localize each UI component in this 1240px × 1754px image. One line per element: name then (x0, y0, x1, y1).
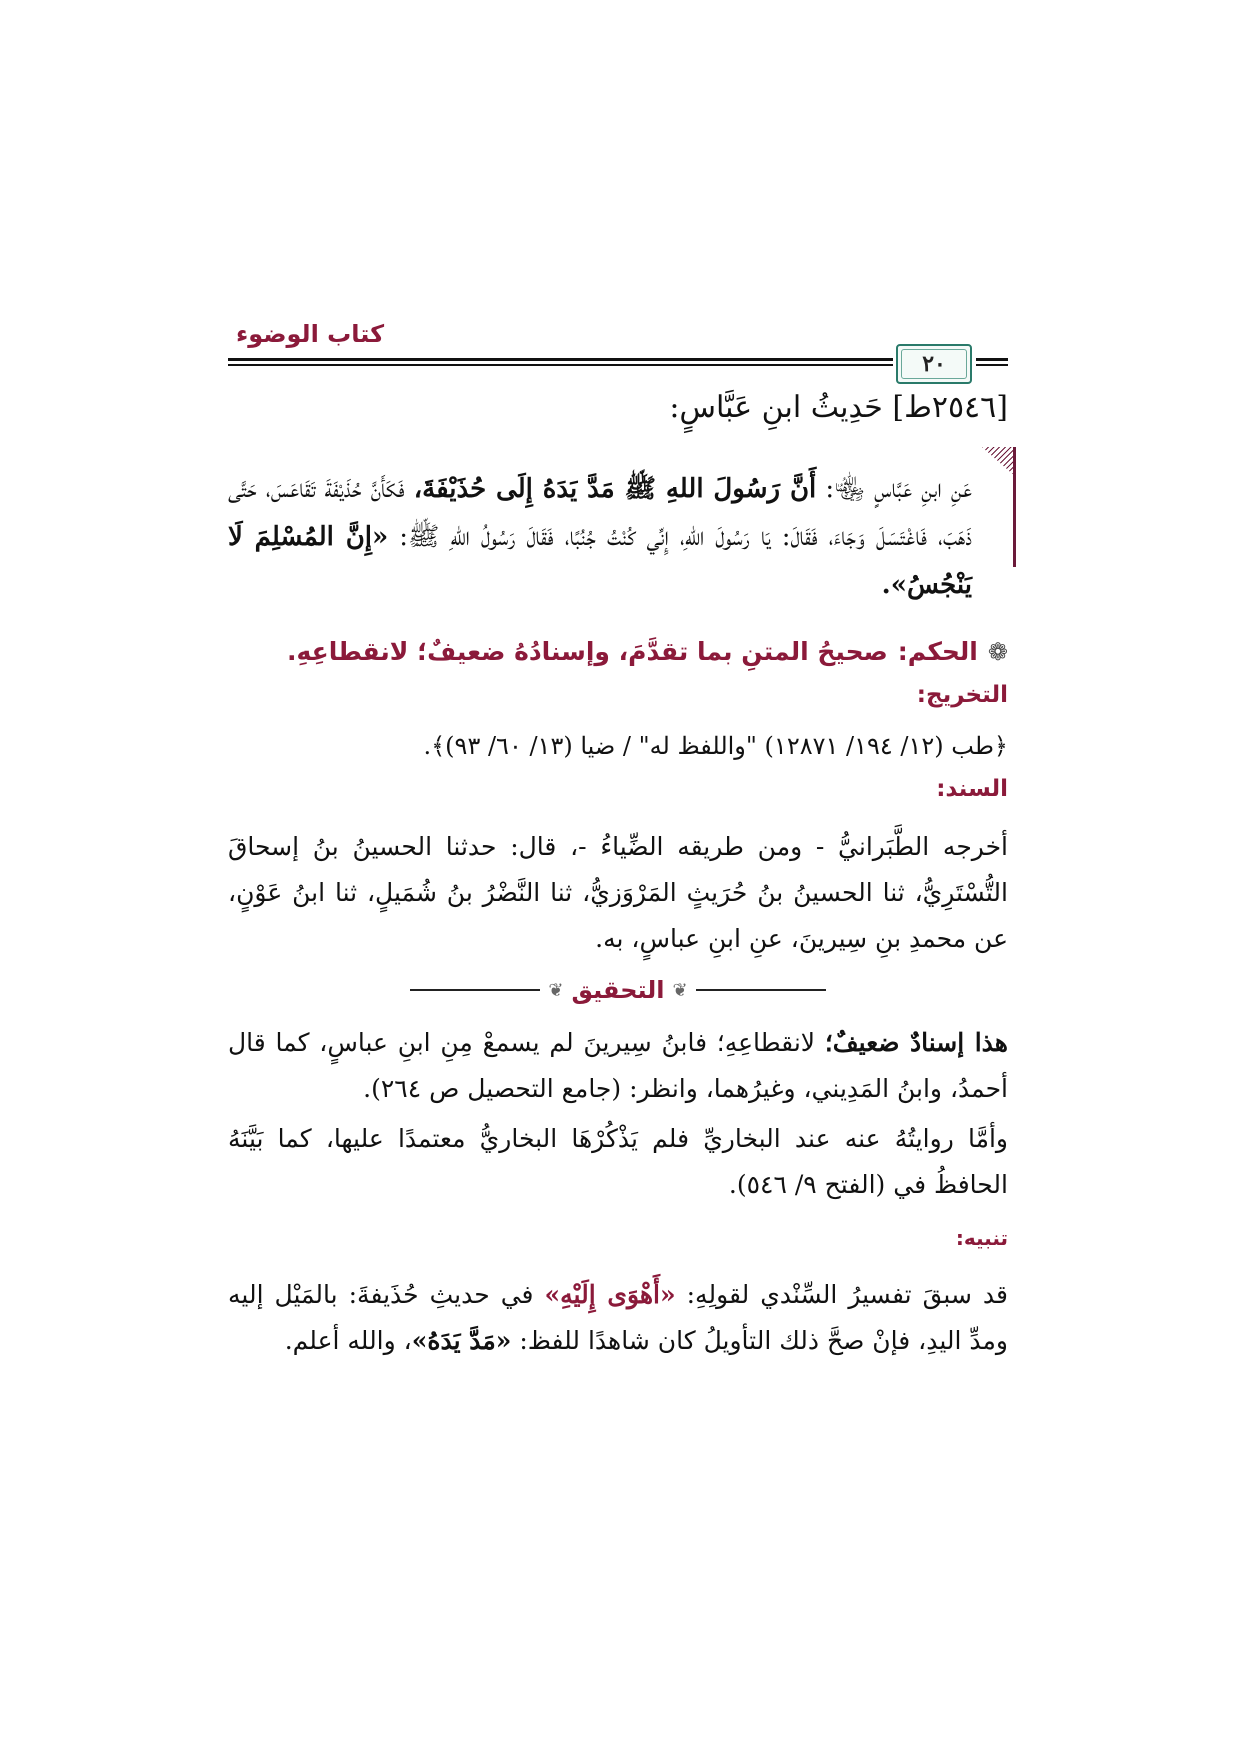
takhrij-label: التخريج: (916, 682, 1008, 708)
header-rule (228, 358, 893, 361)
header-rule-right (976, 358, 1008, 361)
tahqiq-paragraph-1 (228, 1020, 1008, 1112)
ruling-text: صحيحُ المتنِ بما تقدَّمَ، وإسنادُهُ ضعيفٌ؛ لانقطاعِهِ. (286, 637, 888, 666)
ruling-label: الحكم: (897, 637, 978, 666)
note-quote-2: «مَدَّ يَدَهُ» (411, 1326, 512, 1355)
hadith-title-text: حَدِيثُ ابنِ عَبَّاسٍ: (669, 390, 883, 425)
hadith-title (228, 390, 1008, 425)
header-rule-thin (228, 364, 893, 366)
matn-rest: فَكَأَنَّ حُذَيْفَةَ تَقَاعَسَ، حَتَّى ذَهَبَ، فَاغْتَسَلَ وَجَاءَ، فَقَالَ: يَا رَسُولَ اللهِ، إِنِّي كُنْتُ جُنُبًا، فَقَالَ رَسُولُ اللهِ ﷺ: (228, 474, 972, 552)
tahqiq-label: التحقيق (571, 976, 665, 1004)
hadith-number: [٢٥٤٦ط] (892, 390, 1008, 425)
matn-bold-2: «إِنَّ المُسْلِمَ لَا يَنْجُسُ». (228, 522, 972, 600)
corner-ornament-icon (979, 447, 1016, 567)
book-page (228, 320, 1008, 1364)
matn-intro: عَنِ ابنِ عَبَّاسٍ ﵄: (825, 474, 973, 504)
note-text (228, 1272, 1008, 1364)
takhrij-text: ﴿طب (١٢/ ١٩٤/ ١٢٨٧١) "واللفظ له" / ضيا (١٣/ ٦٠/ ٩٣)﴾. (423, 732, 1008, 760)
page-header (228, 320, 1008, 376)
sanad-label: السند: (936, 776, 1008, 802)
sanad-text: أخرجه الطَّبَرانيُّ - ومن طريقه الضِّياءُ -، قال: حدثنا الحسينُ بنُ إسحاقَ التُّسْتَرِيُّ، ثنا الحسينُ بنُ حُرَيثٍ المَرْوَزيُّ، ثنا النَّضْرُ بنُ شُمَيلٍ، ثنا ابنُ عَوْنٍ، عن محمدِ بنِ سِيرينَ، عنِ ابنِ عباسٍ، به. (228, 832, 1008, 953)
tahqiq-paragraph-2: وأمَّا روايتُهُ عنه عند البخاريِّ فلم يَذْكُرْهَا البخاريُّ معتمدًا عليها، كما بَيَّنَهُ الحافظُ في (الفتح ٩/ ٥٤٦). (228, 1124, 1008, 1199)
flower-icon: ❁ (987, 637, 1008, 666)
matn-box (228, 447, 1008, 623)
header-rule-right-thin (976, 364, 1008, 366)
tahqiq-p1-rest: لانقطاعِهِ؛ فابنُ سِيرينَ لم يسمعْ مِنِ ابنِ عباسٍ، كما قال أحمدُ، وابنُ المَدِيني، وغيرُهما، وانظر: (جامع التحصيل ص ٢٦٤). (228, 1028, 1008, 1103)
divider-line-right (696, 989, 826, 991)
divider-line-left (410, 989, 540, 991)
matn-bold-1: أَنَّ رَسُولَ اللهِ ﷺ مَدَّ يَدَهُ إِلَى حُذَيْفَةَ، (413, 474, 817, 504)
page-number (896, 344, 972, 384)
divider-ornament-icon: ❦ (672, 979, 688, 1001)
page-number-text: ٢٠ (922, 351, 946, 377)
book-title: كتاب الوضوء (236, 320, 385, 348)
note-quote-1: «أَهْوَى إِلَيْهِ» (544, 1280, 676, 1309)
note-text-c: ، والله أعلم. (284, 1326, 412, 1355)
ruling (228, 637, 1008, 666)
divider-ornament-icon-2: ❦ (548, 979, 564, 1001)
note-label: تنبيه: (955, 1226, 1008, 1250)
tahqiq-bold: هذا إسنادٌ ضعيفٌ؛ (824, 1028, 1008, 1057)
note-text-b: في حديثِ حُذَيفةَ: بالمَيْل إليه ومدِّ اليدِ، فإنْ صحَّ ذلك التأويلُ كان شاهدًا للفظ: (228, 1280, 1008, 1355)
note-text-a: قد سبقَ تفسيرُ السِّنْدي لقولِهِ: (686, 1280, 1008, 1309)
tahqiq-divider (228, 976, 1008, 1004)
